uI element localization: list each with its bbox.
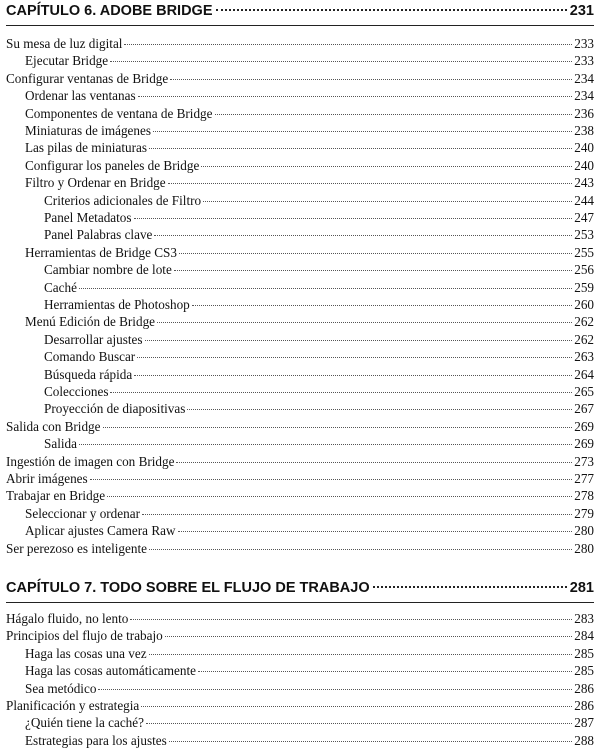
dot-leader <box>138 96 573 97</box>
dot-leader <box>168 183 573 184</box>
toc-entry-title: Criterios adicionales de Filtro <box>44 192 202 208</box>
dot-leader <box>110 61 572 62</box>
toc-entry-page-number: 285 <box>574 645 594 661</box>
toc-entry[interactable] <box>6 697 594 714</box>
toc-entry[interactable] <box>25 313 594 330</box>
toc-entry-title: Haga las cosas una vez <box>25 645 147 661</box>
toc-entry-page-number: 255 <box>574 244 594 260</box>
dot-leader <box>103 427 573 428</box>
toc-entry-page-number: 280 <box>574 523 594 539</box>
dot-leader <box>110 392 572 393</box>
toc-entry-page-number: 269 <box>574 436 594 452</box>
dot-leader <box>176 462 572 463</box>
dot-leader <box>216 9 567 11</box>
dot-leader <box>157 322 572 323</box>
toc-entry-title: Proyección de diapositivas <box>44 401 186 417</box>
toc-entry[interactable] <box>44 400 594 417</box>
toc-entry-page-number: 262 <box>574 314 594 330</box>
toc-entry[interactable] <box>25 122 594 139</box>
dot-leader <box>169 741 572 742</box>
toc-entry-page-number: 284 <box>574 628 594 644</box>
toc-entry-page-number: 259 <box>574 279 594 295</box>
toc-entry-page-number: 265 <box>574 384 594 399</box>
toc-entry-page-number: 273 <box>574 453 594 469</box>
toc-entry[interactable] <box>25 87 594 104</box>
chapter-page-number: 281 <box>569 580 594 596</box>
toc-entry-title: Menú Edición de Bridge <box>25 314 156 330</box>
toc-entry[interactable] <box>25 157 594 174</box>
toc-entry-title: Ejecutar Bridge <box>25 53 109 69</box>
dot-leader <box>141 706 572 707</box>
toc-entry-page-number: 279 <box>574 505 594 521</box>
toc-entry-title: Colecciones <box>44 384 109 399</box>
chapter-title: CAPÍTULO 7. TODO SOBRE EL FLUJO DE TRABAJO <box>6 580 370 596</box>
toc-entry-page-number: 233 <box>574 53 594 69</box>
toc-entry[interactable] <box>6 487 594 504</box>
toc-entry-title: Caché <box>44 279 77 295</box>
toc-entry-title: Comando Buscar <box>44 349 136 365</box>
dot-leader <box>203 201 572 202</box>
toc-entry-title: Búsqueda rápida <box>44 366 133 382</box>
toc-entry[interactable] <box>44 366 594 383</box>
toc-entry-title: Planificación y estrategia <box>6 698 140 713</box>
toc-entry-title: Miniaturas de imágenes <box>25 123 151 138</box>
toc-entry-title: Salida <box>44 436 77 452</box>
dot-leader <box>130 619 572 620</box>
dot-leader <box>174 270 572 271</box>
toc-entry-page-number: 243 <box>574 175 594 191</box>
toc-entry-page-number: 267 <box>574 401 594 417</box>
toc-entry-title: Su mesa de luz digital <box>6 36 123 51</box>
dot-leader <box>79 288 572 289</box>
toc-entry-title: Herramientas de Bridge CS3 <box>25 244 177 260</box>
toc-entry-page-number: 264 <box>574 366 594 382</box>
dot-leader <box>146 723 572 724</box>
toc-entry-page-number: 278 <box>574 488 594 504</box>
dot-leader <box>373 586 567 588</box>
toc-entry-title: Cambiar nombre de lote <box>44 262 172 278</box>
toc-entry[interactable] <box>44 296 594 313</box>
dot-leader <box>142 514 572 515</box>
chapter-heading[interactable] <box>6 580 594 600</box>
toc-entry[interactable] <box>25 244 594 261</box>
chapter-heading[interactable] <box>6 3 594 23</box>
dot-leader <box>134 218 573 219</box>
toc-entry[interactable] <box>25 522 594 539</box>
toc-entry-page-number: 238 <box>574 123 594 138</box>
dot-leader <box>153 131 572 132</box>
toc-entry-page-number: 256 <box>574 262 594 278</box>
toc-entry-title: Filtro y Ordenar en Bridge <box>25 175 166 191</box>
toc-entry-page-number: 263 <box>574 349 594 365</box>
dot-leader <box>154 235 572 236</box>
toc-entry[interactable] <box>44 383 594 400</box>
toc-entry-title: Ser perezoso es inteligente <box>6 540 147 556</box>
toc-entry[interactable] <box>44 209 594 226</box>
dot-leader <box>165 636 572 637</box>
dot-leader <box>170 79 572 80</box>
toc-entry-title: Aplicar ajustes Camera Raw <box>25 523 176 539</box>
toc-entry[interactable] <box>25 662 594 679</box>
toc-entry-title: Principios del flujo de trabajo <box>6 628 163 644</box>
toc-entry-title: Panel Palabras clave <box>44 227 153 243</box>
dot-leader <box>149 549 572 550</box>
dot-leader <box>137 357 572 358</box>
toc-entry[interactable] <box>6 418 594 435</box>
toc-entry-page-number: 280 <box>574 540 594 556</box>
toc-entry-title: ¿Quién tiene la caché? <box>25 715 144 731</box>
toc-entry[interactable] <box>44 261 594 278</box>
toc-entry-page-number: 286 <box>574 680 594 696</box>
toc-entry[interactable] <box>6 627 594 644</box>
toc-entry-page-number: 247 <box>574 210 594 225</box>
toc-entry-page-number: 233 <box>574 36 594 51</box>
toc-entry[interactable] <box>25 505 594 522</box>
toc-entry-title: Ingestión de imagen con Bridge <box>6 453 175 469</box>
toc-entry[interactable] <box>44 331 594 348</box>
toc-entry-title: Seleccionar y ordenar <box>25 505 140 521</box>
toc-entry-title: Configurar los paneles de Bridge <box>25 157 200 173</box>
toc-entry-page-number: 253 <box>574 227 594 243</box>
toc-entry-page-number: 244 <box>574 192 594 208</box>
dot-leader <box>145 340 573 341</box>
toc-entry-title: Haga las cosas automáticamente <box>25 663 196 679</box>
toc-entry-title: Panel Metadatos <box>44 210 132 225</box>
toc-entry[interactable] <box>6 70 594 87</box>
chapter-rule <box>6 25 594 26</box>
toc-entry-title: Estrategias para los ajustes <box>25 732 167 748</box>
toc-entry-title: Abrir imágenes <box>6 471 88 486</box>
toc-entry[interactable] <box>25 714 594 731</box>
toc-entry[interactable] <box>6 540 594 557</box>
toc-entry[interactable] <box>6 453 594 470</box>
toc-entry[interactable] <box>25 645 594 662</box>
toc-entry[interactable] <box>25 139 594 156</box>
dot-leader <box>107 496 572 497</box>
toc-entry-page-number: 277 <box>574 471 594 486</box>
toc-entry-page-number: 287 <box>574 715 594 731</box>
toc-entry[interactable] <box>44 348 594 365</box>
toc-entry-title: Ordenar las ventanas <box>25 88 136 104</box>
dot-leader <box>178 531 573 532</box>
toc-entry-page-number: 260 <box>574 297 594 312</box>
toc-entry[interactable] <box>44 192 594 209</box>
toc-entry-page-number: 269 <box>574 418 594 434</box>
dot-leader <box>90 479 573 480</box>
dot-leader <box>215 114 573 115</box>
toc-entry-title: Herramientas de Photoshop <box>44 297 190 312</box>
toc-entry-page-number: 236 <box>574 105 594 121</box>
toc-entry-title: Sea metódico <box>25 680 97 696</box>
dot-leader <box>187 409 572 410</box>
toc-entry-title: Hágalo fluido, no lento <box>6 611 129 626</box>
toc-entry[interactable] <box>25 105 594 122</box>
dot-leader <box>124 44 572 45</box>
toc-entry[interactable] <box>25 174 594 191</box>
toc-entry-title: Desarrollar ajustes <box>44 331 143 347</box>
chapter-page-number: 231 <box>569 3 594 19</box>
dot-leader <box>79 444 572 445</box>
toc-entry[interactable] <box>6 470 594 487</box>
toc-entry[interactable] <box>25 680 594 697</box>
dot-leader <box>149 148 572 149</box>
toc-entry-title: Salida con Bridge <box>6 418 101 434</box>
toc-entry[interactable] <box>44 279 594 296</box>
toc-entry-page-number: 286 <box>574 698 594 713</box>
toc-entry[interactable] <box>6 610 594 627</box>
toc-entry-page-number: 240 <box>574 157 594 173</box>
toc-entry[interactable] <box>6 35 594 52</box>
dot-leader <box>134 375 572 376</box>
toc-entry-title: Las pilas de miniaturas <box>25 140 147 156</box>
toc-entry[interactable] <box>44 226 594 243</box>
toc-entry-page-number: 234 <box>574 70 594 86</box>
toc-entry[interactable] <box>25 732 594 749</box>
toc-entry-page-number: 240 <box>574 140 594 156</box>
toc-entry-title: Componentes de ventana de Bridge <box>25 105 213 121</box>
dot-leader <box>198 671 572 672</box>
toc-entry-page-number: 283 <box>574 611 594 626</box>
toc-entry-page-number: 262 <box>574 331 594 347</box>
toc-entry-page-number: 285 <box>574 663 594 679</box>
dot-leader <box>98 689 572 690</box>
toc-entry-title: Configurar ventanas de Bridge <box>6 70 169 86</box>
dot-leader <box>201 166 572 167</box>
toc-entry-page-number: 288 <box>574 732 594 748</box>
chapter-title: CAPÍTULO 6. ADOBE BRIDGE <box>6 3 213 19</box>
toc-entry-page-number: 234 <box>574 88 594 104</box>
toc-entry-title: Trabajar en Bridge <box>6 488 106 504</box>
dot-leader <box>192 305 572 306</box>
chapter-rule <box>6 602 594 603</box>
dot-leader <box>179 253 572 254</box>
dot-leader <box>149 654 573 655</box>
toc-entry[interactable] <box>25 52 594 69</box>
toc-entry[interactable] <box>44 435 594 452</box>
